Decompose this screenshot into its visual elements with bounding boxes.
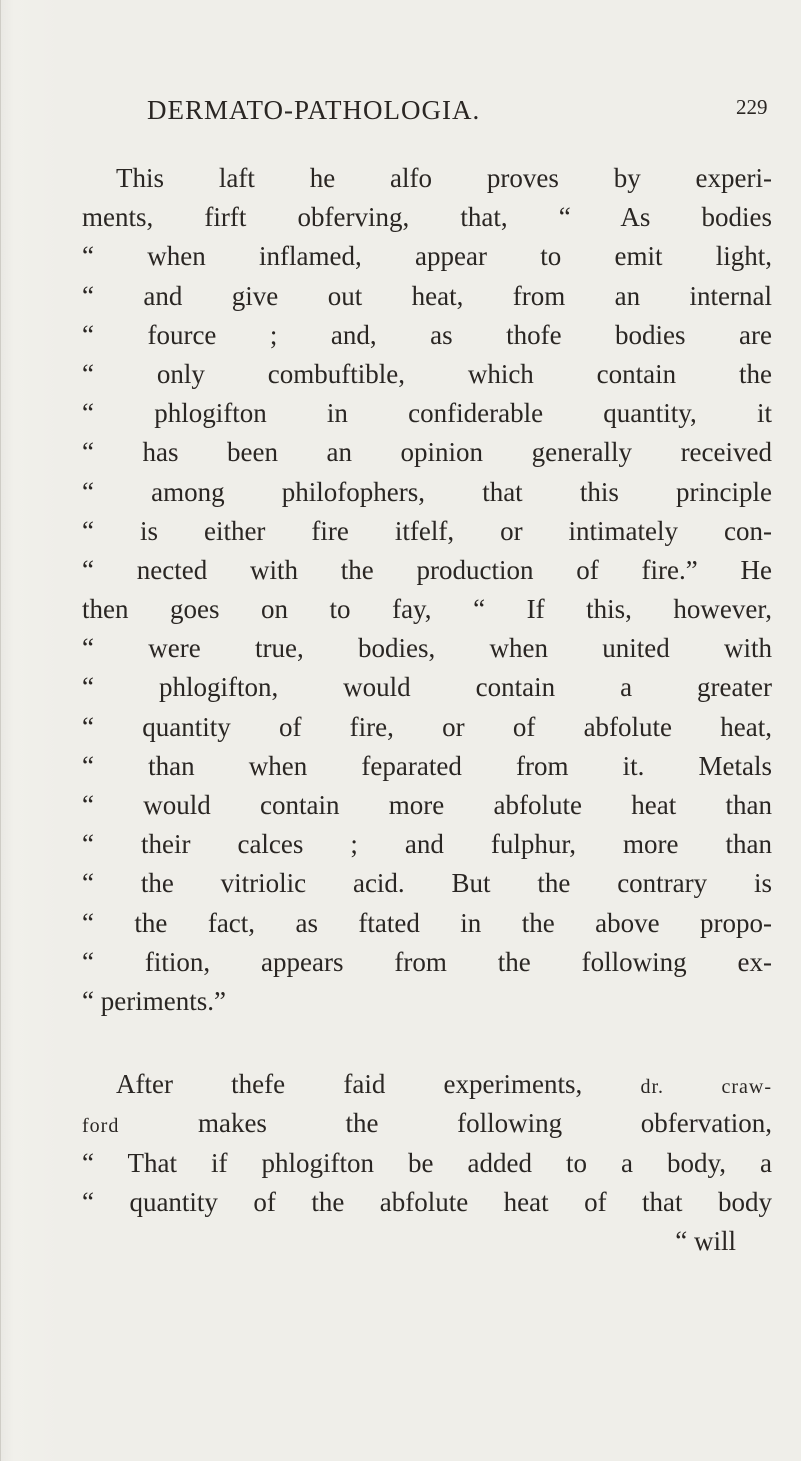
text-line: “ quantity of fire, or of abfolute heat,: [82, 711, 772, 742]
text-line: “ nected with the production of fire.” He: [82, 554, 772, 585]
text-line: “ fource ; and, as thofe bodies are: [82, 319, 772, 350]
text-line: “ the vitriolic acid. But the contrary is: [82, 868, 772, 899]
author-name-smallcaps: ford: [82, 1115, 120, 1138]
text-line: “ their calces ; and fulphur, more than: [82, 829, 772, 860]
body-text: [82, 159, 772, 1261]
text-line: “ quantity of the abfolute heat of that body: [82, 1186, 772, 1217]
catchword: “ will: [675, 1225, 736, 1256]
paragraph: [82, 159, 772, 1021]
text-line: “ fition, appears from the following ex-: [82, 946, 772, 977]
text-line: “ phlogifton in confiderable quantity, it: [82, 398, 772, 429]
text-line: “ That if phlogifton be added to a body, a: [82, 1147, 772, 1178]
author-name-smallcaps: dr. craw-: [640, 1076, 773, 1099]
text-line: ments, firft obferving, that, “ As bodies: [82, 202, 772, 233]
page-edge: [0, 0, 1, 1461]
text-line: “ among philofophers, that this principle: [82, 476, 772, 507]
page-header: [0, 95, 801, 135]
text-line: [82, 1065, 772, 1104]
text-line: “ when inflamed, appear to emit light,: [82, 241, 772, 272]
text-line: “ than when feparated from it. Metals: [82, 750, 772, 781]
text-line: “ were true, bodies, when united with: [82, 633, 772, 664]
text-line: “ the fact, as ftated in the above propo-: [82, 907, 772, 938]
text-span: After thefe faid experiments,: [116, 1069, 583, 1100]
paragraph-gap: [82, 1021, 772, 1065]
text-line: “ has been an opinion generally received: [82, 437, 772, 468]
text-line: “ periments.”: [82, 985, 226, 1016]
text-line: This laft he alfo proves by experi-: [116, 163, 772, 193]
text-line: then goes on to fay, “ If this, however,: [82, 594, 772, 625]
text-line: “ only combuftible, which contain the: [82, 358, 772, 389]
text-line: “ is either fire itfelf, or intimately con-: [82, 515, 772, 546]
text-span: makes the following obfervation,: [197, 1108, 772, 1139]
text-line: “ phlogifton, would contain a greater: [82, 672, 772, 703]
text-line: “ would contain more abfolute heat than: [82, 790, 772, 820]
paragraph: [82, 1065, 772, 1261]
page-number: 229: [736, 95, 768, 119]
running-head: DERMATO-PATHOLOGIA.: [147, 95, 481, 125]
text-line: [82, 1104, 772, 1143]
text-line: “ and give out heat, from an internal: [82, 280, 772, 311]
